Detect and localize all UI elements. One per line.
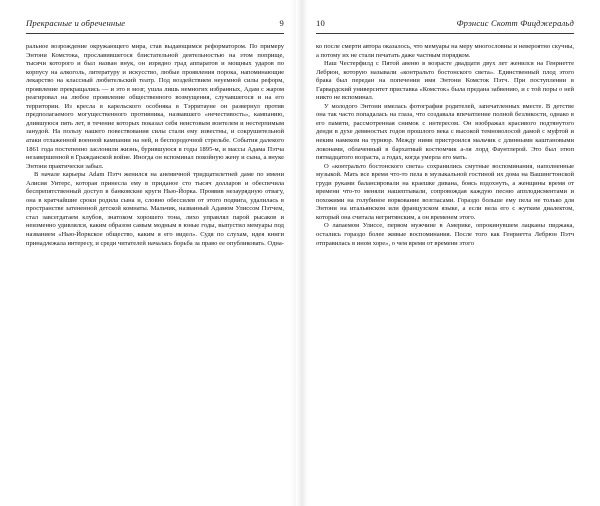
left-running-head-title: Прекрасные и обреченные bbox=[26, 18, 126, 28]
right-page-gutter-shadow bbox=[300, 0, 310, 506]
left-page-gutter-shadow bbox=[290, 0, 300, 506]
paragraph: ральное возрождение окружающего мира, став выдающимся реформатором. По примеру Энтони Комстока, прославившегося блистательной деятельностью на этом поприще, тысячи которого и был назван внук, он изрядно град аппаратов и мощных ударов по корпусу на алкоголь, литературу и искусство, любые проявления порока, напоминающие лекарство на классный любительский театр. Под воздействием неуемной силы реформ, проявление прекращались — и это в мозг, ушла лишь немногих избранных, Адам с жаром реагировал на любое проявление общественного возмущения, случавшегося и на его территории. Из кресла в карельского особняка в Тэрритауне он развернул против предполагаемого могущественного противника, назвавшего «нечестивость», кампанию, длившуюся пять лет, в течение которых показал себя неистовым воителем и нестерпимым занудой. На пользу нашего повествования силы стали ему известны, и сокрушительной атаки отлаженной военной кампании на ней, и беспородочной стрельбе. События далекого 1861 года постепенно заслонили жизнь, бурившуюся в годы 1895-м, и массы Адама Пэтча незавершенной в Гражданской войне. Иногда он вспоминал покойную жену и сына, а внуке Энтони практически забыл. bbox=[26, 43, 284, 170]
paragraph: ко после смерти автора оказалось, что мемуары на меру многословны и невероятно скучны, а потому их не стали печатать даже частным порядком. bbox=[316, 43, 574, 59]
right-body-text bbox=[316, 43, 574, 248]
left-page-number: 9 bbox=[279, 18, 284, 28]
paragraph: В начале карьеры Adam Пэтч женился на анемичной тридцатилетней даме по имени Алисия Уитерс, которая принесла ему в приданое сто тысяч долларов и обеспечила беспрепятственный доступ в банковские круги Нью-Йорка. Проявив незаурядную отвагу, она в кратчайшие сроки родила сына и, словно обессилев от этого подвига, удалилась в пространстве затененной детской комнаты. Мальчик, названный Адамом Улиссом Пэтчем, стал завсегдатаем клубов, знатоком хорошего тона, лихо управлял парой рысаков и неизменно удивлялся, каким образом самым модным в юные годы, выпустил мемуары под названием «Нью-Йоркское общество, каким я его видел». Судя по слухам, идея книги принадлежала интересу, и среди читателей началась борьба за право ее опубликовать. Одна- bbox=[26, 171, 284, 247]
paragraph: О «контральто бостонского света» сохранились смутные воспоминания, наполненные музыкой. Мать все время что-то пела в музыкальной гостиной их дома на Вашингтонской груди руками балансировали на краешке дивана, боясь вздохнуть, а женщины время от времени что-то меняли нашептывали, сопровождая каждую песню апплодисментами и похожими на голубиное воркование возгласами. Гораздо больше ему пела не только для Энтони на итальянском или французском языке, а если вела его с жутким диалектом, который она считала негритянским, а он временем этого. bbox=[316, 162, 574, 221]
left-header-rule bbox=[26, 33, 284, 34]
left-running-head bbox=[26, 18, 284, 30]
right-page-number: 10 bbox=[316, 18, 325, 28]
right-running-head bbox=[316, 18, 574, 30]
left-body-text bbox=[26, 43, 284, 248]
paragraph: Наш Честерфилд с Пятой авеню в возрасте двадцати двух лет женился на Генриетте Лебрюн, которую называли «контральто бостонского света». Единственный плод этого брака был передан на попечении имя Энтони Комсток Пэтч. При поступлении в Гарвардский университет приставка «Комсток» была предана забвению, и с той поры о ней никто не вспоминал. bbox=[316, 60, 574, 102]
right-page bbox=[300, 0, 600, 506]
right-running-head-title: Фрэнсис Скотт Фицджеральд bbox=[456, 18, 574, 28]
right-header-rule bbox=[316, 33, 574, 34]
paragraph: О лапаемом Улиссе, первом мужчине в Америке, опрокинувшем лацканы пиджака, остались гораздо более живые воспоминания. После того как Генриетта Лебрюн Пэтч отправилась в ином хоре», о чем время от времени этого bbox=[316, 222, 574, 247]
paragraph: У молодого Энтони имелась фотография родителей, запечатленных вместе. В детстве она так часто попадалась на глаза, что создавала впечатление полной безликости, однако в его памяти, рассмотренная снимок с интересом. Он изображал красивого подтянутого денди в духе девяностых годов прошлого века с высокой темноволосой дамой с муфтой и неким намеком на турнюр. Между ними пристроился мальчик с длинными каштановыми локонами, облаченный в бархатный костюмчик а-ля лорд Фаунтлерой. Это был этюп пятнадцатого возраста, а годах, когда умерла его мать. bbox=[316, 102, 574, 162]
